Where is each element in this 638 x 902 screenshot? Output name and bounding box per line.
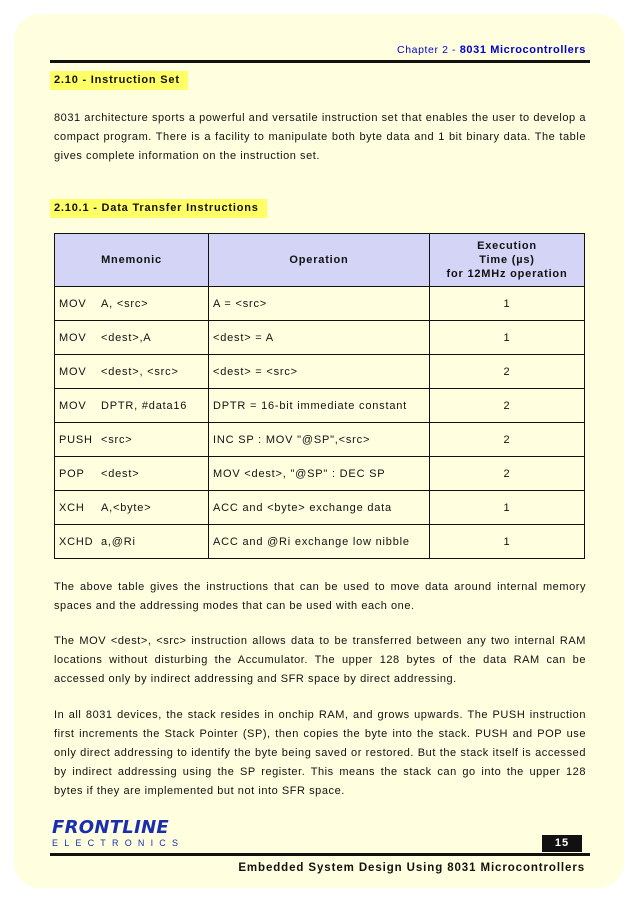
chapter-header xyxy=(397,44,586,56)
operation-cell: MOV <dest>, "@SP" : DEC SP xyxy=(209,457,430,491)
chapter-label: Chapter 2 - xyxy=(397,44,457,56)
opcode: POP xyxy=(59,467,85,480)
operation-cell: ACC and @Ri exchange low nibble xyxy=(209,525,430,559)
opcode: MOV xyxy=(59,399,87,412)
subsection-heading: 2.10.1 - Data Transfer Instructions xyxy=(50,199,267,218)
time-header-line3: for 12MHz operation xyxy=(446,268,568,280)
table-header-row xyxy=(55,234,585,287)
table-row xyxy=(55,525,585,559)
operands: <dest> xyxy=(101,467,140,480)
time-cell: 2 xyxy=(430,389,585,423)
chapter-title: 8031 Microcontrollers xyxy=(459,44,586,56)
opcode: XCH xyxy=(59,501,85,514)
operation-cell: <dest> = A xyxy=(209,321,430,355)
section-heading: 2.10 - Instruction Set xyxy=(50,71,188,90)
frontline-logo xyxy=(52,818,184,848)
mov-paragraph: The MOV <dest>, <src> instruction allows data to be transferred between any two internal RAM locations without disturbing the Accumulator. The upper 128 bytes of the data RAM can be accessed only by indirect addressing and SFR space by direct addressing. xyxy=(54,635,586,685)
mnemonic-cell xyxy=(55,287,209,321)
operands: <dest>,A xyxy=(101,331,152,344)
opcode: MOV xyxy=(59,365,87,378)
time-cell: 1 xyxy=(430,525,585,559)
time-cell: 1 xyxy=(430,321,585,355)
operands: a,@Ri xyxy=(101,535,136,548)
data-transfer-table xyxy=(54,233,585,559)
book-title: Embedded System Design Using 8031 Microcontrollers xyxy=(238,862,585,874)
mnemonic-cell xyxy=(55,389,209,423)
footer-rule xyxy=(50,853,590,856)
time-header-line2: Time (µs) xyxy=(479,254,535,266)
time-cell: 2 xyxy=(430,423,585,457)
operation-cell: <dest> = <src> xyxy=(209,355,430,389)
table-row xyxy=(55,423,585,457)
operation-cell: A = <src> xyxy=(209,287,430,321)
operation-header: Operation xyxy=(209,234,430,287)
table-row xyxy=(55,457,585,491)
operands: A,<byte> xyxy=(101,501,152,514)
mnemonic-cell xyxy=(55,525,209,559)
opcode: MOV xyxy=(59,297,87,310)
operation-cell: ACC and <byte> exchange data xyxy=(209,491,430,525)
table-summary-paragraph: The above table gives the instructions that can be used to move data around internal memory spaces and the addressing modes that can be used with each one. xyxy=(54,581,586,612)
time-cell: 2 xyxy=(430,457,585,491)
mnemonic-header: Mnemonic xyxy=(55,234,209,287)
mnemonic-cell xyxy=(55,457,209,491)
operation-cell: INC SP : MOV "@SP",<src> xyxy=(209,423,430,457)
table-row xyxy=(55,355,585,389)
table-row xyxy=(55,321,585,355)
mnemonic-cell xyxy=(55,423,209,457)
table-row xyxy=(55,287,585,321)
intro-paragraph: 8031 architecture sports a powerful and versatile instruction set that enables the user to develop a compact program. There is a facility to manipulate both byte data and 1 bit binary data. The table gives complete information on the instruction set. xyxy=(54,112,586,162)
operands: <src> xyxy=(101,433,133,446)
mnemonic-cell xyxy=(55,355,209,389)
time-cell: 1 xyxy=(430,287,585,321)
opcode: XCHD xyxy=(59,535,94,548)
table-row xyxy=(55,491,585,525)
time-cell: 2 xyxy=(430,355,585,389)
stack-paragraph: In all 8031 devices, the stack resides in onchip RAM, and grows upwards. The PUSH instruction first increments the Stack Pointer (SP), then copies the byte into the stack. PUSH and POP use only direct addressing to identify the byte being saved or restored. But the stack itself is accessed by indirect addressing using the SP register. This means the stack can go into the upper 128 bytes if they are implemented but not into SFR space. xyxy=(54,709,586,797)
opcode: PUSH xyxy=(59,433,93,446)
mnemonic-cell xyxy=(55,491,209,525)
operation-cell: DPTR = 16-bit immediate constant xyxy=(209,389,430,423)
time-cell: 1 xyxy=(430,491,585,525)
operands: DPTR, #data16 xyxy=(101,399,188,412)
opcode: MOV xyxy=(59,331,87,344)
logo-wordmark: FRONTLINE xyxy=(52,817,170,838)
logo-subtitle: ELECTRONICS xyxy=(52,838,185,848)
time-header-line1: Execution xyxy=(477,240,537,252)
execution-time-header xyxy=(430,234,585,287)
table-row xyxy=(55,389,585,423)
operands: A, <src> xyxy=(101,297,149,310)
operands: <dest>, <src> xyxy=(101,365,179,378)
header-rule xyxy=(50,60,590,63)
mnemonic-cell xyxy=(55,321,209,355)
page-number: 15 xyxy=(542,835,582,852)
